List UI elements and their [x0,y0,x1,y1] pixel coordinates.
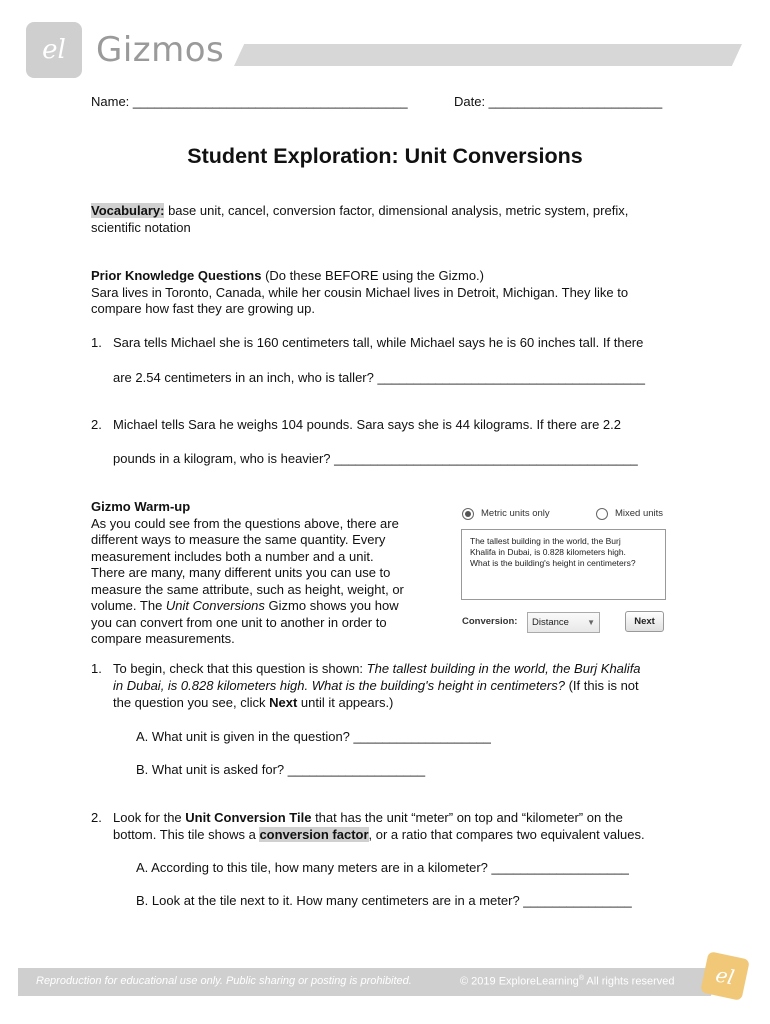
conversion-value: Distance [532,617,569,628]
metric-radio[interactable] [462,508,474,520]
warmup-line: compare measurements. [91,631,235,646]
mixed-radio-label: Mixed units [615,508,664,519]
step1-text: To begin, check that this question is shown: [113,661,367,676]
prior-q2 [91,417,621,434]
q2-number: 2. [91,417,102,432]
gizmo-question-line: The tallest building in the world, the Burj [470,536,621,546]
step1-next: Next [269,694,298,710]
step-1-line2 [113,678,703,711]
step-2 [91,810,691,827]
step-1b: B. What unit is asked for? ___________________ [136,762,426,777]
step2-text-2: that has the unit “meter” on top and “kilometer” on the [311,810,623,825]
q1-line1: Sara tells Michael she is 160 centimeters tall, while Michael says he is 60 inches tall. If there [113,335,644,350]
prior-intro-1: Sara lives in Toronto, Canada, while her cousin Michael lives in Detroit, Michigan. They like to [91,284,629,300]
vocabulary [91,203,691,236]
warmup-line: volume. The [91,598,166,613]
vocabulary-terms-2: scientific notation [91,219,191,235]
rights-text: All rights reserved [583,975,675,988]
step2-text: Look for the [113,810,186,825]
prior-knowledge [91,268,711,318]
brand-name: Gizmos [96,30,225,70]
step2-text-4: , or a ratio that compares two equivalent values. [368,827,645,842]
step2-tile: Unit Conversion Tile [185,810,312,825]
vocabulary-label: Vocabulary: [91,203,165,218]
conversion-label: Conversion: [462,616,518,627]
next-button[interactable]: Next [625,611,664,632]
logo-glyph: el [42,35,66,65]
warmup [91,499,436,648]
name-field: Name: ______________________________________ [91,94,408,109]
page-title: Student Exploration: Unit Conversions [187,144,583,168]
q2-line2: pounds in a kilogram, who is heavier? __________________________________________ [113,451,638,466]
step1-text-3: the question you see, click [113,694,270,710]
prior-heading: Prior Knowledge Questions [91,268,262,283]
registered-mark: ® [578,975,584,982]
copyright-text: © 2019 ExploreLearning [460,975,579,988]
footer-copyright [460,975,674,988]
warmup-line: you can convert from one unit to another in order to [91,614,387,630]
warmup-gizmo-name: Unit Conversions [165,598,265,613]
prior-heading-note: (Do these BEFORE using the Gizmo.) [261,268,484,283]
step-2a: A. According to this tile, how many meters are in a kilometer? ___________________ [136,860,629,875]
footer-logo-glyph: el [713,962,737,990]
warmup-line: Gizmo shows you how [264,598,399,613]
q1-number: 1. [91,335,102,350]
q1-line2: are 2.54 centimeters in an inch, who is taller? _____________________________________ [113,370,645,385]
warmup-line: measure the same attribute, such as height, weight, or [91,581,404,597]
step1-number: 1. [91,661,102,676]
warmup-line: measurement includes both a number and a unit. [91,548,374,564]
radio-selected-dot [465,511,471,517]
warmup-heading: Gizmo Warm-up [91,499,191,514]
header-bar [234,44,742,66]
step-2b: B. Look at the tile next to it. How many centimeters are in a meter? _______________ [136,893,632,908]
step-1 [91,661,691,678]
step-1a: A. What unit is given in the question? ___________________ [136,729,491,744]
explorelearning-logo [700,951,750,1001]
warmup-line: As you could see from the questions above, there are [91,515,399,531]
chevron-down-icon: ▼ [587,618,595,627]
date-field: Date: ________________________ [454,94,663,109]
q2-line1: Michael tells Sara he weighs 104 pounds. Sara says she is 44 kilograms. If there are 2.2 [113,417,621,432]
prior-q1 [91,335,643,352]
warmup-line: different ways to measure the same quantity. Every [91,532,386,547]
step2-text-3: bottom. This tile shows a [113,827,260,842]
gizmo-question-line: Khalifa in Dubai, is 0.828 kilometers high. [470,547,626,557]
step1-text-4: until it appears.) [297,694,394,710]
step2-highlight: conversion factor [259,827,369,842]
step2-number: 2. [91,810,102,825]
footer-notice: Reproduction for educational use only. Public sharing or posting is prohibited. [36,975,412,987]
gizmo-question-box [461,529,666,600]
gizmos-logo [26,22,82,78]
step1-text-2: (If this is not [564,678,639,693]
mixed-radio[interactable] [596,508,608,520]
step1-question: The tallest building in the world, the Burj Khalifa [366,661,641,676]
gizmo-question-line: What is the building's height in centimeters? [470,558,636,568]
metric-radio-label: Metric units only [481,508,550,519]
prior-intro-2: compare how fast they are growing up. [91,301,316,316]
warmup-line: There are many, many different units you can use to [91,565,391,580]
vocabulary-terms: base unit, cancel, conversion factor, dimensional analysis, metric system, prefix, [164,203,629,218]
step-2-line2 [113,827,713,844]
step1-question-2: in Dubai, is 0.828 kilometers high. What is the building's height in centimeters? [113,678,565,693]
conversion-select[interactable] [527,612,600,633]
